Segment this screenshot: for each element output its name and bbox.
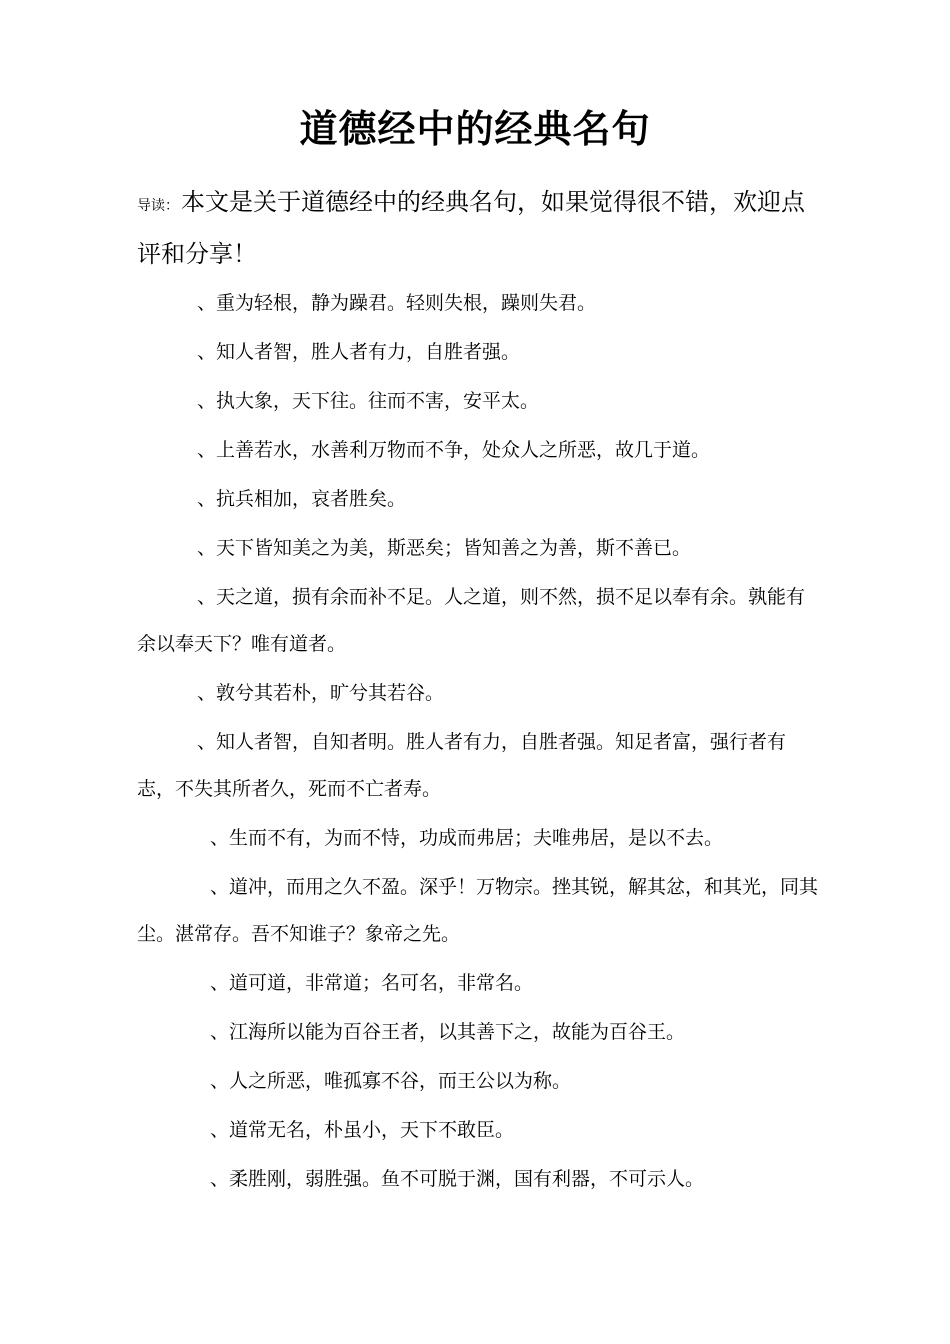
quote-item-10: 、生而不有，为而不恃，功成而弗居；夫唯弗居，是以不去。 [210, 827, 724, 849]
intro-text: 本文是关于道德经中的经典名句，如果觉得很不错，欢迎点评和分享！ [137, 188, 805, 268]
quote-item-16: 、柔胜刚，弱胜强。鱼不可脱于渊，国有利器，不可示人。 [210, 1168, 705, 1190]
quote-item-2: 、知人者智，胜人者有力，自胜者强。 [197, 341, 521, 363]
quote-item-5: 、抗兵相加，哀者胜矣。 [197, 488, 407, 510]
intro-paragraph [137, 178, 827, 278]
quote-item-1: 、重为轻根，静为躁君。轻则失根，躁则失君。 [197, 292, 597, 314]
quote-item-13: 、江海所以能为百谷王者，以其善下之，故能为百谷王。 [210, 1021, 686, 1043]
quote-list [137, 280, 822, 1205]
intro-lead-label: 导读： [137, 198, 179, 214]
document-title: 道德经中的经典名句 [299, 107, 651, 151]
quote-item-7: 、天之道，损有余而补不足。人之道，则不然，损不足以奉有余。孰能有余以奉天下？唯有道者。 [137, 586, 806, 655]
quote-item-12: 、道可道，非常道；名可名，非常名。 [210, 972, 534, 994]
quote-item-15: 、道常无名，朴虽小，天下不敢臣。 [210, 1119, 515, 1141]
quote-item-11: 、道冲，而用之久不盈。深乎！万物宗。挫其锐，解其忿，和其光，同其尘。湛常存。吾不知谁子？象帝之先。 [137, 876, 819, 945]
quote-item-3: 、执大象，天下往。往而不害，安平太。 [197, 390, 540, 412]
quote-item-14: 、人之所恶，唯孤寡不谷，而王公以为称。 [210, 1070, 572, 1092]
quote-item-4: 、上善若水，水善利万物而不争，处众人之所恶，故几于道。 [197, 439, 711, 461]
quote-item-9: 、知人者智，自知者明。胜人者有力，自胜者强。知足者富，强行者有志，不失其所者久，死而不亡者寿。 [137, 731, 787, 800]
quote-item-8: 、敦兮其若朴，旷兮其若谷。 [197, 682, 445, 704]
quote-item-6: 、天下皆知美之为美，斯恶矣；皆知善之为善，斯不善已。 [197, 537, 692, 559]
